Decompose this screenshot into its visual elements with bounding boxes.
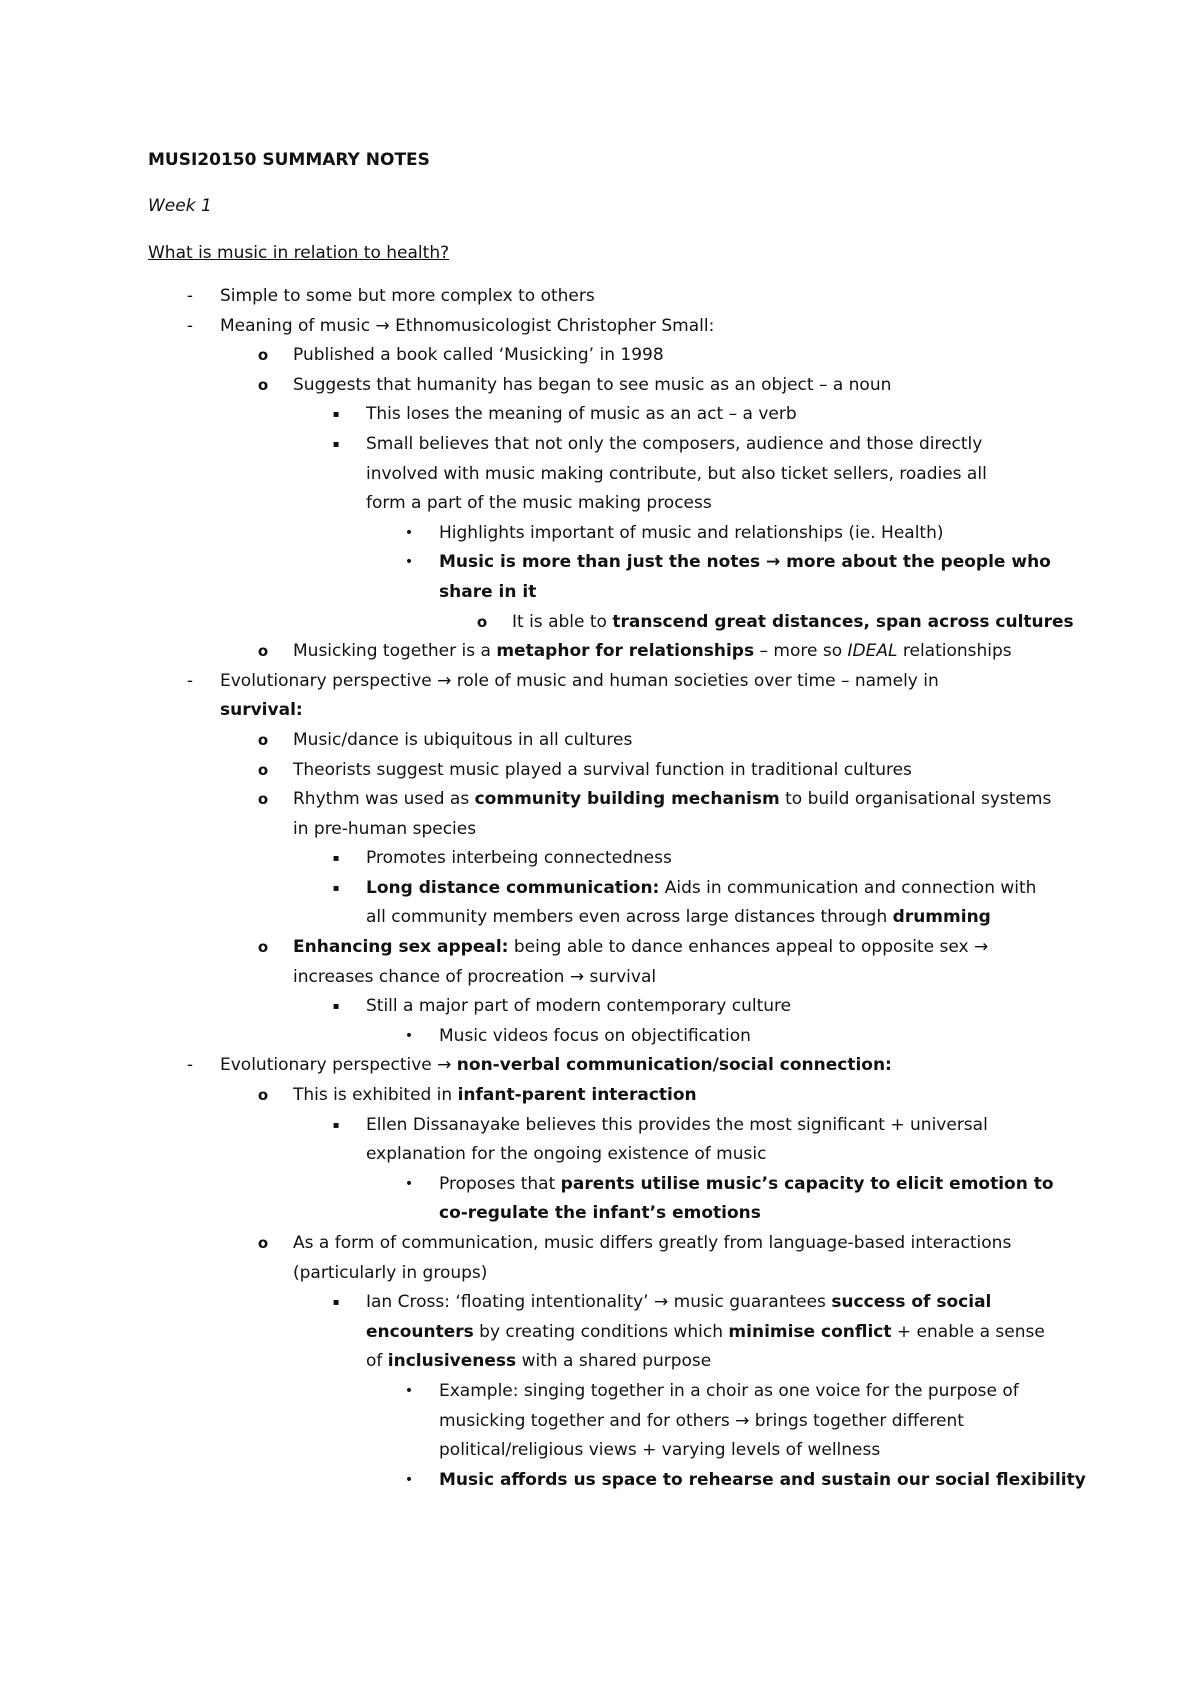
note-line	[0, 1407, 1200, 1437]
text-run: Music affords us space to rehearse and sustain our social flexibility	[439, 1469, 1086, 1490]
bullet-marker: -	[186, 670, 194, 691]
note-text	[366, 903, 991, 933]
text-run: This is exhibited in	[293, 1085, 458, 1106]
text-run: Theorists suggest music played a survival function in traditional cultures	[293, 759, 912, 780]
text-run: Music is more than just the notes → more about the people who	[439, 552, 1051, 573]
text-run: Promotes interbeing connectedness	[366, 848, 672, 869]
text-run: musicking together and for others → brings together different	[439, 1410, 964, 1431]
text-run: Enhancing sex appeal:	[293, 937, 509, 958]
bullet-marker: -	[186, 1055, 194, 1076]
note-line	[0, 1466, 1200, 1496]
text-run: Still a major part of modern contemporary culture	[366, 996, 792, 1017]
bullet-marker: o	[257, 760, 269, 779]
bullet-marker: ▪	[332, 1119, 340, 1131]
text-run: in pre-human species	[293, 818, 477, 839]
note-line	[0, 963, 1200, 993]
note-text	[220, 667, 939, 697]
note-line	[0, 1229, 1200, 1259]
note-line	[0, 430, 1200, 460]
note-text	[439, 519, 944, 549]
note-text	[439, 578, 536, 608]
bullet-marker: -	[186, 286, 194, 306]
text-run: This loses the meaning of music as an act – a verb	[366, 404, 797, 425]
bullet-marker: ▪	[332, 882, 340, 894]
note-text	[366, 1288, 991, 1318]
note-text	[293, 1229, 1011, 1259]
text-run: increases chance of procreation → survival	[293, 966, 657, 987]
note-line	[0, 548, 1200, 578]
bullet-marker: •	[404, 554, 414, 571]
note-line	[0, 874, 1200, 904]
note-line	[0, 1022, 1200, 1052]
text-run: share in it	[439, 581, 537, 602]
text-run: all community members even across large distances through	[366, 907, 893, 928]
note-line	[0, 1170, 1200, 1200]
text-run: Example: singing together in a choir as one voice for the purpose of	[439, 1380, 1019, 1401]
text-run: IDEAL	[847, 641, 898, 662]
note-text	[366, 992, 791, 1022]
text-run: Highlights important of music and relationships (ie. Health)	[439, 522, 944, 543]
bullet-marker: o	[257, 1086, 269, 1105]
bullet-marker: •	[404, 1382, 414, 1399]
text-run: parents utilise music’s capacity to elicit emotion to	[560, 1173, 1054, 1194]
note-text	[512, 608, 1074, 638]
note-text	[293, 1259, 487, 1289]
text-run: community building mechanism	[474, 789, 780, 810]
note-text	[293, 963, 656, 993]
text-run: Suggests that humanity has began to see music as an object – a noun	[293, 374, 892, 395]
text-run: relationships	[897, 641, 1012, 662]
note-line	[0, 637, 1200, 667]
text-run: by creating conditions which	[473, 1321, 729, 1342]
text-run: Published a book called ‘Musicking’ in 1998	[293, 345, 664, 366]
note-text	[439, 1170, 1054, 1200]
note-line	[0, 933, 1200, 963]
note-text	[366, 430, 982, 460]
bullet-marker: •	[404, 1471, 414, 1488]
text-run: Evolutionary perspective →	[220, 1055, 457, 1076]
note-line	[0, 785, 1200, 815]
note-text	[220, 312, 714, 342]
note-line	[0, 1347, 1200, 1377]
text-run: to build organisational systems	[779, 789, 1052, 810]
note-text	[366, 460, 987, 490]
note-line	[0, 726, 1200, 756]
text-run: of	[366, 1351, 388, 1372]
text-run: (particularly in groups)	[293, 1262, 488, 1283]
note-text	[366, 1111, 988, 1141]
note-line	[0, 1377, 1200, 1407]
note-text	[439, 1407, 964, 1437]
text-run: transcend great distances, span across cultures	[612, 611, 1074, 632]
note-line	[0, 1140, 1200, 1170]
note-text	[220, 1051, 892, 1081]
note-line	[0, 460, 1200, 490]
text-run: explanation for the ongoing existence of music	[366, 1144, 767, 1165]
text-run: metaphor for relationships	[496, 641, 755, 662]
note-line	[0, 903, 1200, 933]
text-run: survival:	[220, 700, 303, 721]
bullet-marker: ▪	[332, 1001, 340, 1013]
note-line	[0, 1436, 1200, 1466]
text-run: with a shared purpose	[516, 1351, 712, 1372]
bullet-marker: ▪	[332, 1297, 340, 1309]
note-text	[293, 726, 632, 756]
note-text	[293, 785, 1051, 815]
note-text	[366, 400, 797, 430]
bullet-marker: o	[257, 790, 269, 809]
note-text	[220, 696, 303, 726]
text-run: Long distance communication:	[366, 877, 660, 898]
text-run: + enable a sense	[891, 1321, 1045, 1342]
note-text	[293, 637, 1012, 667]
note-line	[0, 341, 1200, 371]
note-text	[366, 1318, 1045, 1348]
note-text	[293, 371, 891, 401]
note-text	[293, 815, 476, 845]
note-text	[366, 489, 712, 519]
note-text	[366, 874, 1036, 904]
notes-list	[0, 282, 1200, 1495]
text-run: Music/dance is ubiquitous in all cultures	[293, 729, 633, 750]
text-run: involved with music making contribute, but also ticket sellers, roadies all	[366, 463, 987, 484]
bullet-marker: o	[257, 730, 269, 749]
bullet-marker: o	[257, 938, 269, 957]
note-line	[0, 519, 1200, 549]
text-run: Ian Cross: ‘floating intentionality’ → music guarantees	[366, 1292, 832, 1313]
text-run: minimise conflict	[728, 1321, 892, 1342]
note-line	[0, 992, 1200, 1022]
note-text	[439, 1377, 1019, 1407]
bullet-marker: o	[476, 612, 488, 631]
note-line	[0, 1288, 1200, 1318]
text-run: Meaning of music → Ethnomusicologist Christopher Small:	[220, 315, 715, 336]
text-run: drumming	[892, 907, 991, 928]
text-run: non-verbal communication/social connection:	[456, 1055, 892, 1076]
text-run: Ellen Dissanayake believes this provides the most significant + universal	[366, 1114, 988, 1135]
text-run: Small believes that not only the composers, audience and those directly	[366, 433, 983, 454]
note-line	[0, 1199, 1200, 1229]
text-run: Simple to some but more complex to others	[220, 286, 595, 306]
bullet-marker: ▪	[332, 438, 340, 450]
text-run: political/religious views + varying levels of wellness	[439, 1440, 881, 1461]
text-run: Musicking together is a	[293, 641, 497, 662]
note-text	[439, 1022, 751, 1052]
note-line	[0, 400, 1200, 430]
bullet-marker: •	[404, 524, 414, 541]
text-run: As a form of communication, music differs greatly from language-based interactions	[293, 1233, 1012, 1253]
bullet-marker: •	[404, 1027, 414, 1044]
note-line	[0, 667, 1200, 697]
bullet-marker: -	[186, 315, 194, 336]
note-line	[0, 815, 1200, 845]
note-text	[439, 1466, 1086, 1496]
note-line	[0, 312, 1200, 342]
note-text	[366, 1140, 766, 1170]
note-line	[0, 844, 1200, 874]
text-run: Music videos focus on objectification	[439, 1025, 751, 1046]
text-run: form a part of the music making process	[366, 493, 712, 514]
text-run: Aids in communication and connection with	[659, 877, 1037, 898]
note-text	[293, 341, 664, 371]
text-run: Evolutionary perspective → role of music and human societies over time – namely in	[220, 670, 939, 691]
bullet-marker: o	[257, 375, 269, 394]
text-run: co-regulate the infant’s emotions	[439, 1203, 761, 1224]
bullet-marker: ▪	[332, 409, 340, 421]
bullet-marker: o	[257, 1234, 269, 1252]
text-run: being able to dance enhances appeal to opposite sex →	[508, 937, 989, 958]
section-question: What is music in relation to health?	[148, 243, 450, 263]
note-line	[0, 756, 1200, 786]
note-text	[439, 1436, 880, 1466]
week-heading: Week 1	[148, 196, 212, 216]
note-text	[439, 1199, 761, 1229]
text-run: infant-parent interaction	[457, 1085, 697, 1106]
text-run: inclusiveness	[387, 1351, 517, 1372]
note-line	[0, 578, 1200, 608]
text-run: success of social	[831, 1292, 992, 1313]
text-run: encounters	[366, 1321, 474, 1342]
text-run: It is able to	[512, 611, 613, 632]
note-line	[0, 1111, 1200, 1141]
note-text	[366, 844, 672, 874]
note-line	[0, 371, 1200, 401]
note-line	[0, 489, 1200, 519]
note-text	[220, 282, 595, 312]
note-text	[293, 1081, 697, 1111]
text-run: – more so	[754, 641, 848, 662]
text-run: Rhythm was used as	[293, 789, 475, 810]
note-line	[0, 1081, 1200, 1111]
note-text	[293, 756, 912, 786]
note-text	[439, 548, 1051, 578]
bullet-marker: ▪	[332, 853, 340, 865]
document-title: MUSI20150 SUMMARY NOTES	[148, 150, 430, 170]
bullet-marker: •	[404, 1175, 414, 1192]
note-text	[293, 933, 988, 963]
note-text	[366, 1347, 711, 1377]
note-line	[0, 608, 1200, 638]
note-line	[0, 1259, 1200, 1289]
note-line	[0, 282, 1200, 312]
bullet-marker: o	[257, 346, 269, 365]
note-line	[0, 1051, 1200, 1081]
note-line	[0, 696, 1200, 726]
note-line	[0, 1318, 1200, 1348]
text-run: Proposes that	[439, 1173, 561, 1194]
bullet-marker: o	[257, 642, 269, 661]
